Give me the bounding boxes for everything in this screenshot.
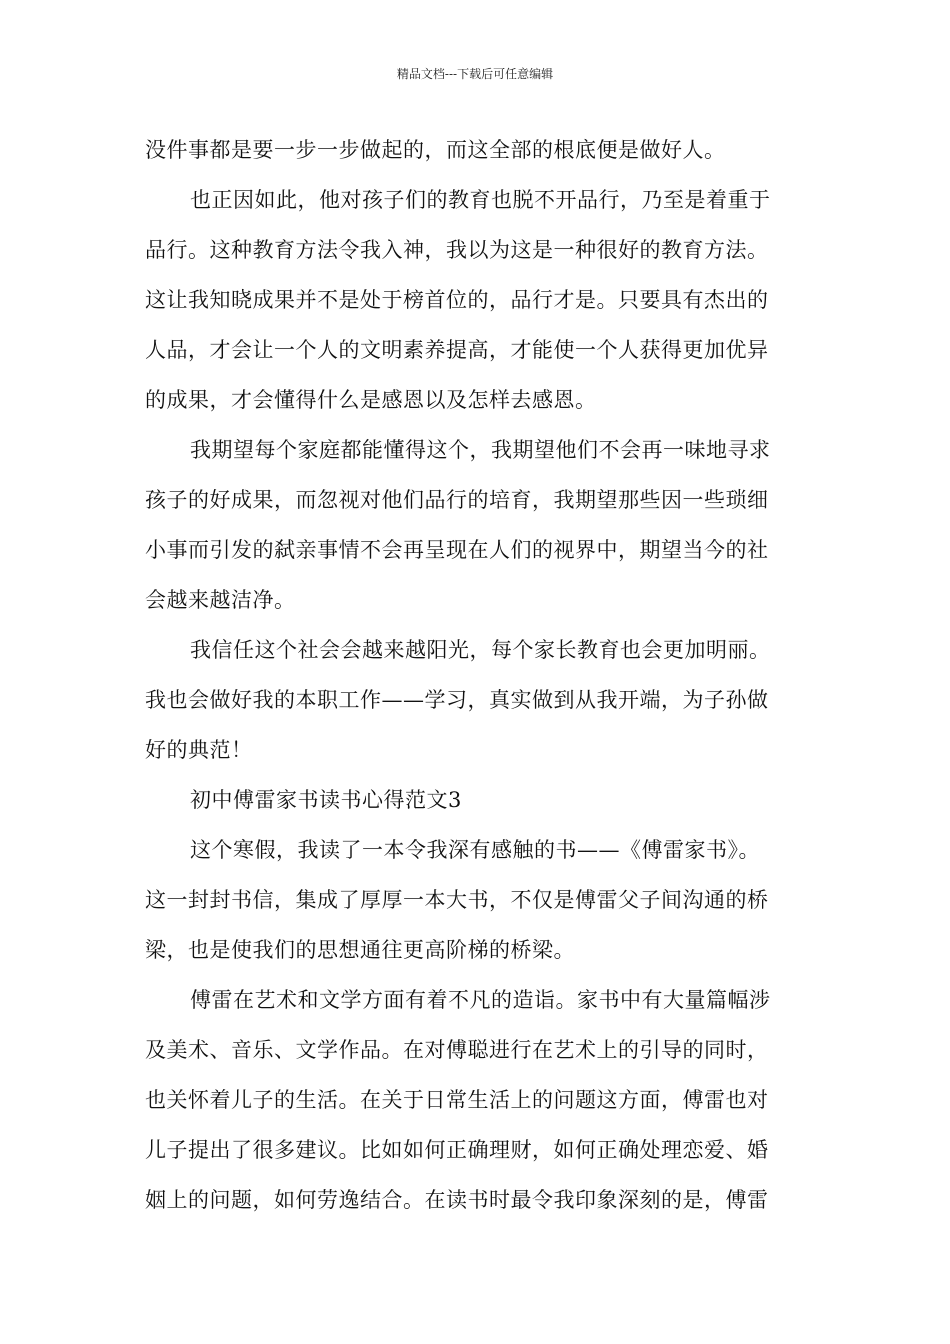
- section-heading: 初中傅雷家书读书心得范文3: [190, 788, 462, 812]
- text-line: 儿子提出了很多建议。比如如何正确理财，如何正确处理恋爱、婚: [145, 1138, 769, 1162]
- text-line: 品行。这种教育方法令我入神，我以为这是一种很好的教育方法。: [145, 238, 769, 262]
- text-line: 也关怀着儿子的生活。在关于日常生活上的问题这方面，傅雷也对: [145, 1088, 769, 1112]
- text-line: 人品，才会让一个人的文明素养提高，才能使一个人获得更加优异: [145, 338, 769, 362]
- text-line: 孩子的好成果，而忽视对他们品行的培育，我期望那些因一些琐细: [145, 488, 769, 512]
- text-line: 这个寒假，我读了一本令我深有感触的书——《傅雷家书》。: [190, 838, 760, 862]
- text-line: 好的典范！: [145, 738, 253, 762]
- text-line: 我期望每个家庭都能懂得这个，我期望他们不会再一味地寻求: [190, 438, 771, 462]
- text-line: 这一封封书信，集成了厚厚一本大书，不仅是傅雷父子间沟通的桥: [145, 888, 769, 912]
- text-line: 我信任这个社会会越来越阳光，每个家长教育也会更加明丽。: [190, 638, 771, 662]
- text-line: 的成果，才会懂得什么是感恩以及怎样去感恩。: [145, 388, 597, 412]
- page-header: 精品文档---下载后可任意编辑: [396, 67, 554, 81]
- text-line: 傅雷在艺术和文学方面有着不凡的造诣。家书中有大量篇幅涉: [190, 988, 771, 1012]
- text-line: 梁，也是使我们的思想通往更高阶梯的桥梁。: [145, 938, 575, 962]
- text-line: 我也会做好我的本职工作——学习，真实做到从我开端，为子孙做: [145, 688, 769, 712]
- text-line: 姻上的问题，如何劳逸结合。在读书时最令我印象深刻的是，傅雷: [145, 1188, 769, 1212]
- text-line: 小事而引发的弑亲事情不会再呈现在人们的视界中，期望当今的社: [145, 538, 769, 562]
- text-line: 也正因如此，他对孩子们的教育也脱不开品行，乃至是着重于: [190, 188, 771, 212]
- text-line: 没件事都是要一步一步做起的，而这全部的根底便是做好人。: [145, 138, 726, 162]
- text-line: 这让我知晓成果并不是处于榜首位的，品行才是。只要具有杰出的: [145, 288, 769, 312]
- text-line: 会越来越洁净。: [145, 588, 296, 612]
- text-line: 及美术、音乐、文学作品。在对傅聪进行在艺术上的引导的同时，: [145, 1038, 769, 1062]
